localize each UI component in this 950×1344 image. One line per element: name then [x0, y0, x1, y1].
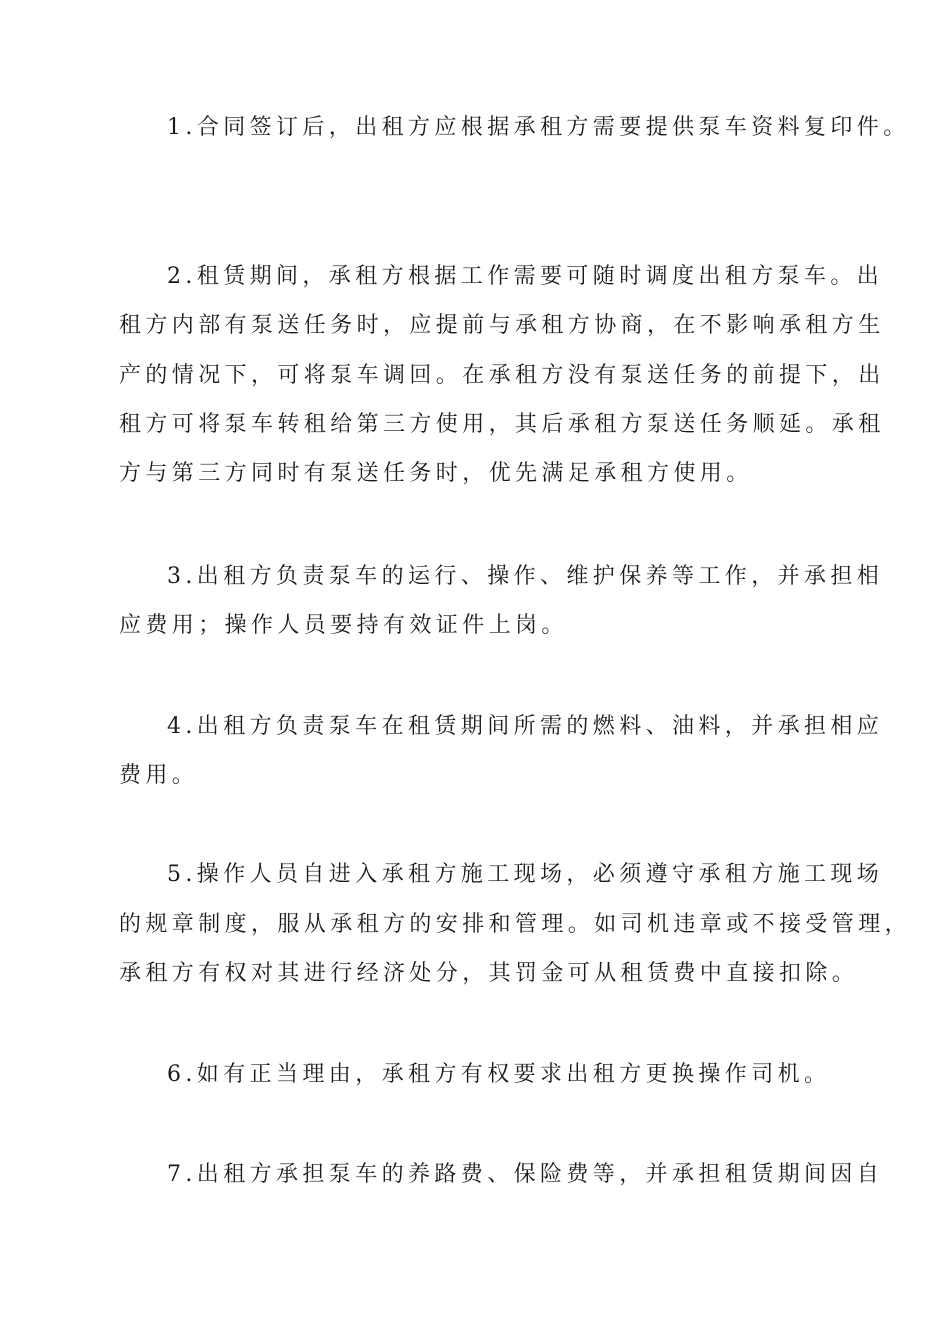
paragraph-1-line-1: 1.合同签订后，出租方应根据承租方需要提供泵车资料复印件。 — [167, 115, 910, 140]
paragraph-3-line-1: 3.出租方负责泵车的运行、操作、维护保养等工作，并承担相 — [167, 564, 884, 589]
paragraph-2-line-1: 2.租赁期间，承租方根据工作需要可随时调度出租方泵车。出 — [167, 264, 884, 289]
paragraph-5-line-1: 5.操作人员自进入承租方施工现场，必须遵守承租方施工现场 — [167, 862, 884, 887]
paragraph-5-line-2: 的规章制度，服从承租方的安排和管理。如司机违章或不接受管理， — [119, 912, 912, 937]
paragraph-4-line-1: 4.出租方负责泵车在租赁期间所需的燃料、油料，并承担相应 — [167, 714, 884, 739]
paragraph-3-line-2: 应费用；操作人员要持有效证件上岗。 — [119, 613, 568, 638]
paragraph-2-line-3: 产的情况下，可将泵车调回。在承租方没有泵送任务的前提下，出 — [119, 363, 885, 388]
paragraph-2-line-2: 租方内部有泵送任务时，应提前与承租方协商，在不影响承租方生 — [119, 313, 885, 338]
paragraph-6-line-1: 6.如有正当理由，承租方有权要求出租方更换操作司机。 — [167, 1062, 831, 1087]
paragraph-7-line-1: 7.出租方承担泵车的养路费、保险费等，并承担租赁期间因自 — [167, 1162, 884, 1187]
paragraph-2-line-5: 方与第三方同时有泵送任务时，优先满足承租方使用。 — [119, 461, 753, 486]
paragraph-5-line-3: 承租方有权对其进行经济处分，其罚金可从租赁费中直接扣除。 — [119, 961, 859, 986]
paragraph-2-line-4: 租方可将泵车转租给第三方使用，其后承租方泵送任务顺延。承租 — [119, 412, 885, 437]
paragraph-4-line-2: 费用。 — [119, 763, 199, 788]
